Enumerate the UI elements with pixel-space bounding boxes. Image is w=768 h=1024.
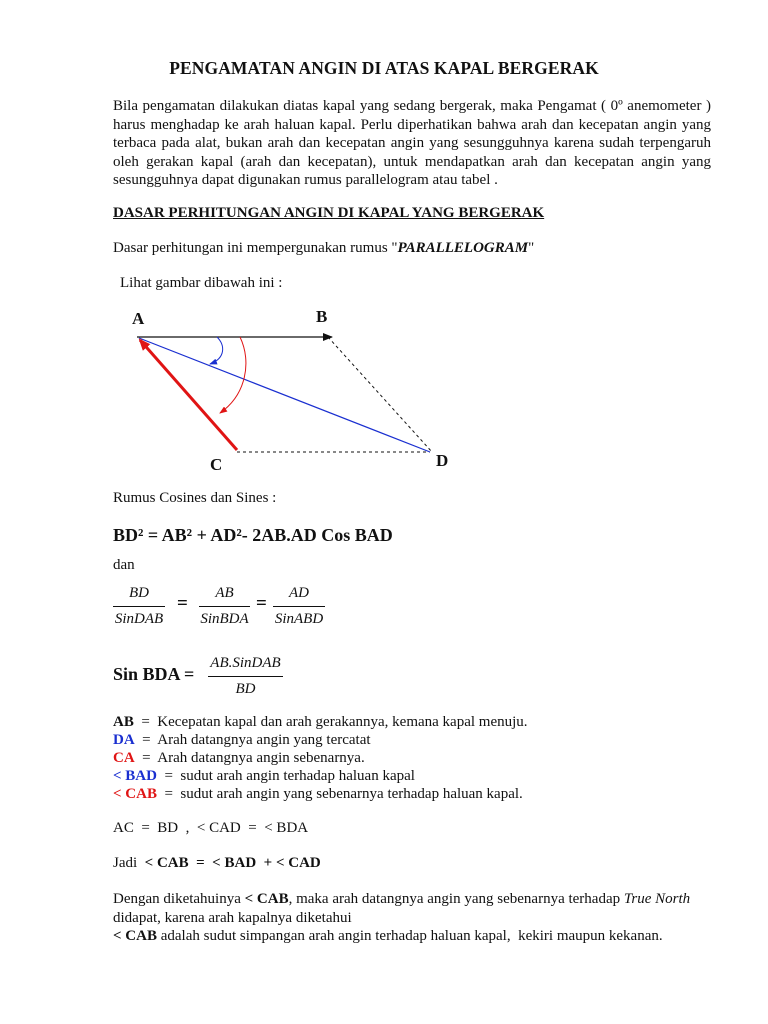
definition-term: DA (113, 732, 135, 748)
intro-line: harus menghadap ke arah haluan kapal. Perlu diperhatikan bahwa arah dan kecepatan angin yang (113, 116, 711, 133)
definition-term: AB (113, 714, 134, 730)
equals-sign: = (256, 593, 267, 614)
vector-da (139, 338, 430, 452)
intro-line: Bila pengamatan dilakukan diatas kapal yang sedang bergerak, maka Pengamat ( 0º anemometer ) (113, 98, 711, 114)
conclusion-paragraph (113, 890, 690, 946)
vector-ca (140, 340, 237, 450)
intro-line: sesungguhnya dapat digunakan rumus parallelogram atau tabel . (113, 172, 498, 188)
intro-paragraph (113, 97, 711, 190)
basis-text: Dasar perhitungan ini mempergunakan rumus "PARALLELOGRAM" (113, 240, 535, 256)
definition-item (113, 731, 528, 749)
parallelogram-term: PARALLELOGRAM (397, 240, 529, 256)
fraction-ad-sinabd: AD SinABD (274, 585, 324, 627)
cab-formula: < CAB = < BAD + < CAD (144, 855, 321, 871)
definition-item (113, 785, 528, 803)
intro-line: terbaca pada alat, bukan arah dan kecepatan angin yang sesungguhnya karena sudah terpengaruh (113, 135, 711, 151)
page-title: PENGAMATAN ANGIN DI ATAS KAPAL BERGERAK (169, 58, 599, 78)
label-c: C (210, 455, 223, 474)
formula-label: Rumus Cosines dan Sines : (113, 490, 277, 506)
sin-bda-lhs: Sin BDA = (113, 664, 195, 684)
definition-text: = Arah datangnya angin sebenarnya. (134, 750, 365, 766)
jadi-line: Jadi < CAB = < BAD + < CAD (113, 855, 321, 871)
definition-term: < CAB (113, 786, 157, 802)
label-a: A (132, 309, 145, 328)
conclusion-line: Dengan diketahuinya < CAB, maka arah datangnya angin yang sebenarnya terhadap True North (113, 891, 691, 907)
definition-text: = sudut arah angin terhadap haluan kapal (156, 768, 415, 784)
definition-term: CA (113, 750, 135, 766)
see-figure-text: Lihat gambar dibawah ini : (120, 275, 283, 291)
definition-item (113, 713, 528, 731)
intro-line: oleh gerakan kapal (arah dan kecepatan), untuk mendapatkan arah dan kecepatan angin yang (113, 153, 711, 170)
definition-item (113, 749, 528, 767)
fraction-ab-sinbda: AB SinBDA (200, 585, 249, 627)
definition-text: = Arah datangnya angin yang tercatat (134, 732, 371, 748)
dashed-bd (328, 337, 432, 452)
fraction-bd-sindab: BD SinDAB (114, 585, 164, 627)
ac-bd-relation: AC = BD , < CAD = < BDA (113, 820, 309, 836)
definition-text: = Kecepatan kapal dan arah gerakannya, kemana kapal menuju. (133, 714, 528, 730)
conclusion-line: < CAB adalah sudut simpangan arah angin terhadap haluan kapal, kekiri maupun kekanan. (113, 928, 663, 944)
section-title: DASAR PERHITUNGAN ANGIN DI KAPAL YANG BERGERAK (113, 205, 545, 221)
fraction-sin-bda: AB.SinDAB BD (208, 655, 283, 698)
conclusion-line: didapat, karena arah kapalnya diketahui (113, 909, 352, 926)
definitions-list (113, 713, 528, 803)
definition-text: = sudut arah angin yang sebenarnya terhadap haluan kapal. (156, 786, 523, 802)
label-b: B (316, 307, 328, 326)
equals-sign: = (177, 593, 188, 614)
definition-term: < BAD (113, 768, 157, 784)
definition-item (113, 767, 528, 785)
cosine-formula: BD² = AB² + AD²- 2AB.AD Cos BAD (113, 525, 393, 545)
label-d: D (436, 451, 449, 470)
dan-text: dan (113, 557, 135, 573)
angle-bad-arc (210, 337, 223, 364)
parallelogram-diagram (100, 300, 480, 480)
